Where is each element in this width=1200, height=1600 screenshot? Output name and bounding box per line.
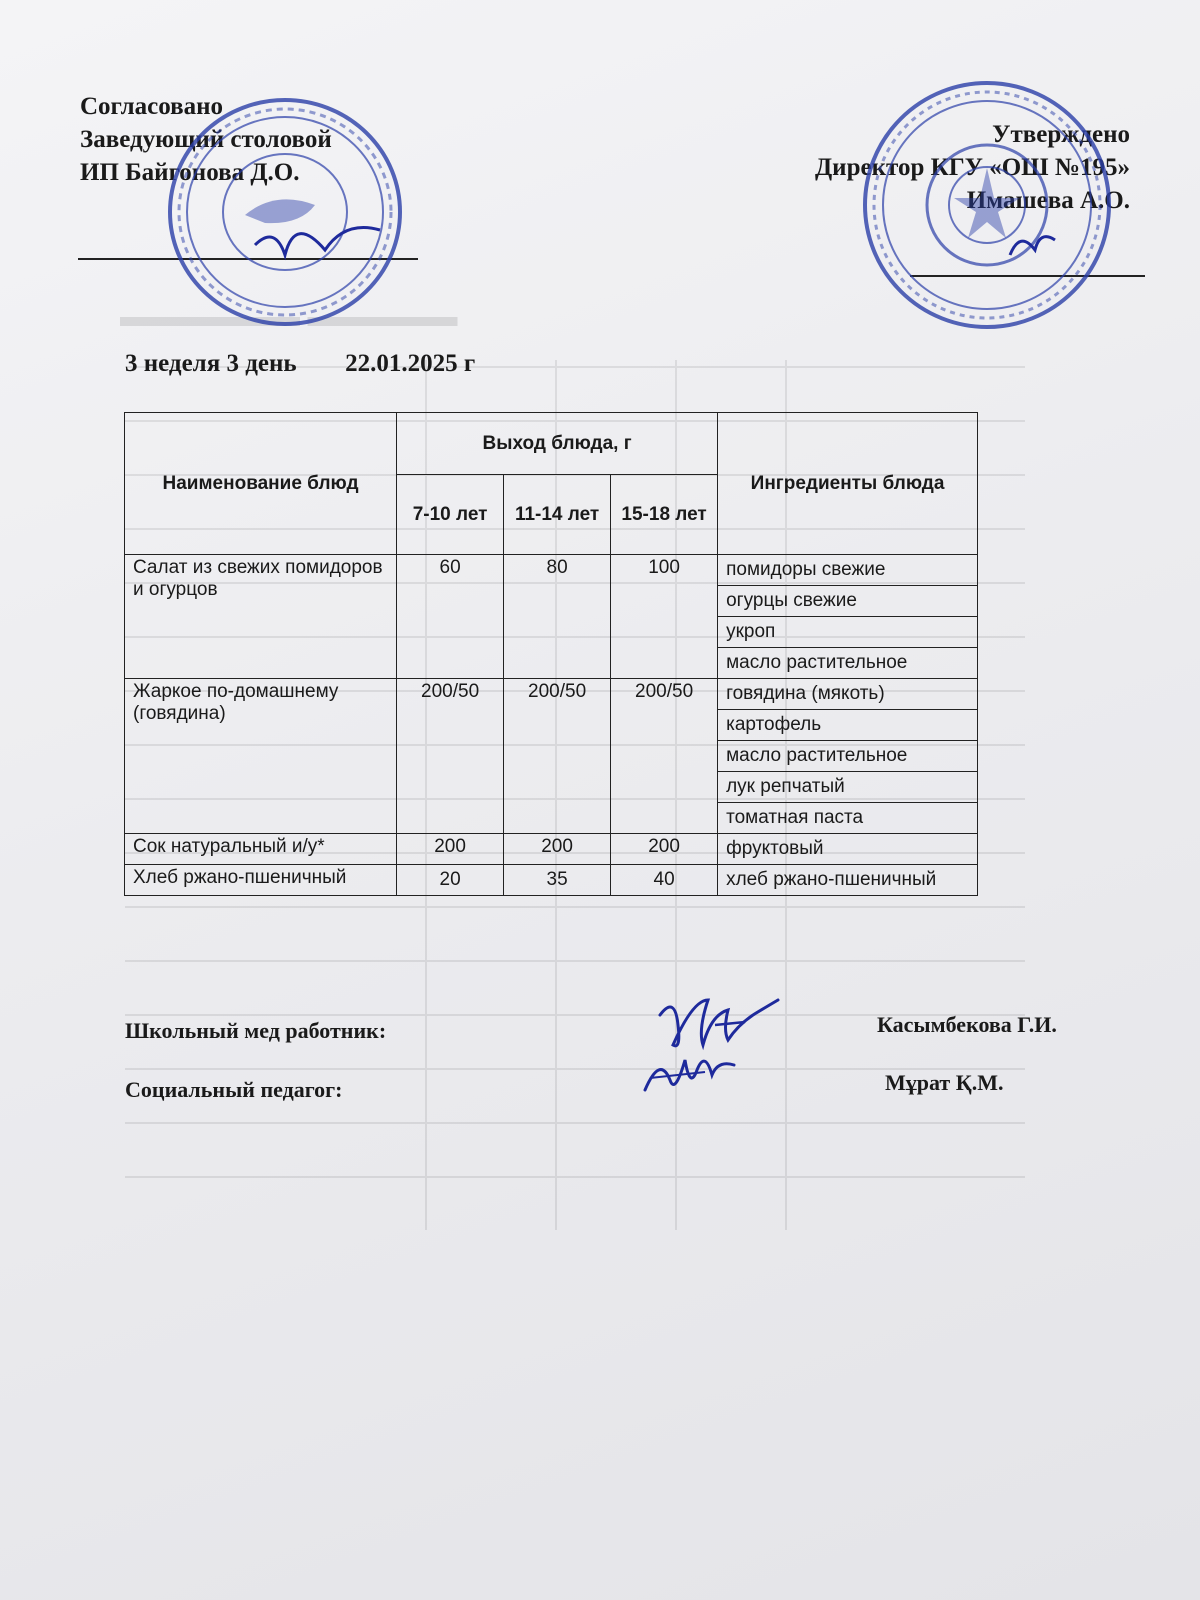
round-seal-icon: [165, 95, 405, 330]
output-11-14: 80: [504, 555, 611, 679]
ingredient: укроп: [718, 617, 978, 648]
ingredient: картофель: [718, 710, 978, 741]
output-7-10: 20: [397, 865, 504, 896]
agreed-title: Согласовано: [80, 93, 224, 120]
menu-table: [124, 412, 978, 896]
output-11-14: 200: [504, 834, 611, 865]
state-emblem-seal-icon: [860, 80, 1115, 330]
menu-date: 22.01.2025 г: [345, 350, 476, 377]
approved-title: Утверждено: [992, 121, 1130, 148]
dish-name: Салат из свежих помидоров и огурцов: [125, 555, 397, 679]
header-age-11-14: 11-14 лет: [504, 475, 611, 555]
approved-person: Имашева А.О.: [966, 187, 1130, 214]
output-7-10: 60: [397, 555, 504, 679]
ingredient: лук репчатый: [718, 772, 978, 803]
ingredient: помидоры свежие: [718, 555, 978, 586]
week-day-label: 3 неделя 3 день: [125, 350, 297, 377]
dish-name: Жаркое по-домашнему (говядина): [125, 679, 397, 834]
output-11-14: 200/50: [504, 679, 611, 834]
agreed-position: Заведующий столовой: [80, 126, 332, 153]
dish-name: Хлеб ржано-пшеничный: [125, 865, 397, 896]
menu-heading: [125, 350, 475, 378]
med-worker-name: Касымбекова Г.И.: [877, 1012, 1057, 1037]
header-dish-name: Наименование блюд: [125, 413, 397, 555]
output-7-10: 200: [397, 834, 504, 865]
agreed-person: ИП Байгонова Д.О.: [80, 159, 300, 186]
header-ingredients: Ингредиенты блюда: [718, 413, 978, 555]
social-teacher-label: Социальный педагог:: [125, 1077, 343, 1102]
med-worker-signature-icon: [655, 985, 785, 1060]
output-15-18: 100: [611, 555, 718, 679]
ingredient: говядина (мякоть): [718, 679, 978, 710]
header-age-15-18: 15-18 лет: [611, 475, 718, 555]
med-worker-label: Школьный мед работник:: [125, 1018, 387, 1043]
ingredient: масло растительное: [718, 648, 978, 679]
bleed-through-heading: ▬▬▬▬▬▬ ▬▬▬▬▬: [120, 300, 458, 333]
ingredient: томатная паста: [718, 803, 978, 834]
output-15-18: 40: [611, 865, 718, 896]
dish-name: Сок натуральный и/у*: [125, 834, 397, 865]
ingredient: огурцы свежие: [718, 586, 978, 617]
social-teacher-signature-icon: [640, 1050, 740, 1100]
header-age-7-10: 7-10 лет: [397, 475, 504, 555]
social-teacher-name: Мұрат Қ.М.: [885, 1070, 1004, 1095]
ingredient: фруктовый: [718, 834, 978, 865]
output-15-18: 200/50: [611, 679, 718, 834]
output-7-10: 200/50: [397, 679, 504, 834]
ingredient: хлеб ржано-пшеничный: [718, 865, 978, 896]
header-output: Выход блюда, г: [397, 413, 718, 475]
approved-position: Директор КГУ «ОШ №195»: [814, 154, 1130, 181]
output-11-14: 35: [504, 865, 611, 896]
output-15-18: 200: [611, 834, 718, 865]
ingredient: масло растительное: [718, 741, 978, 772]
